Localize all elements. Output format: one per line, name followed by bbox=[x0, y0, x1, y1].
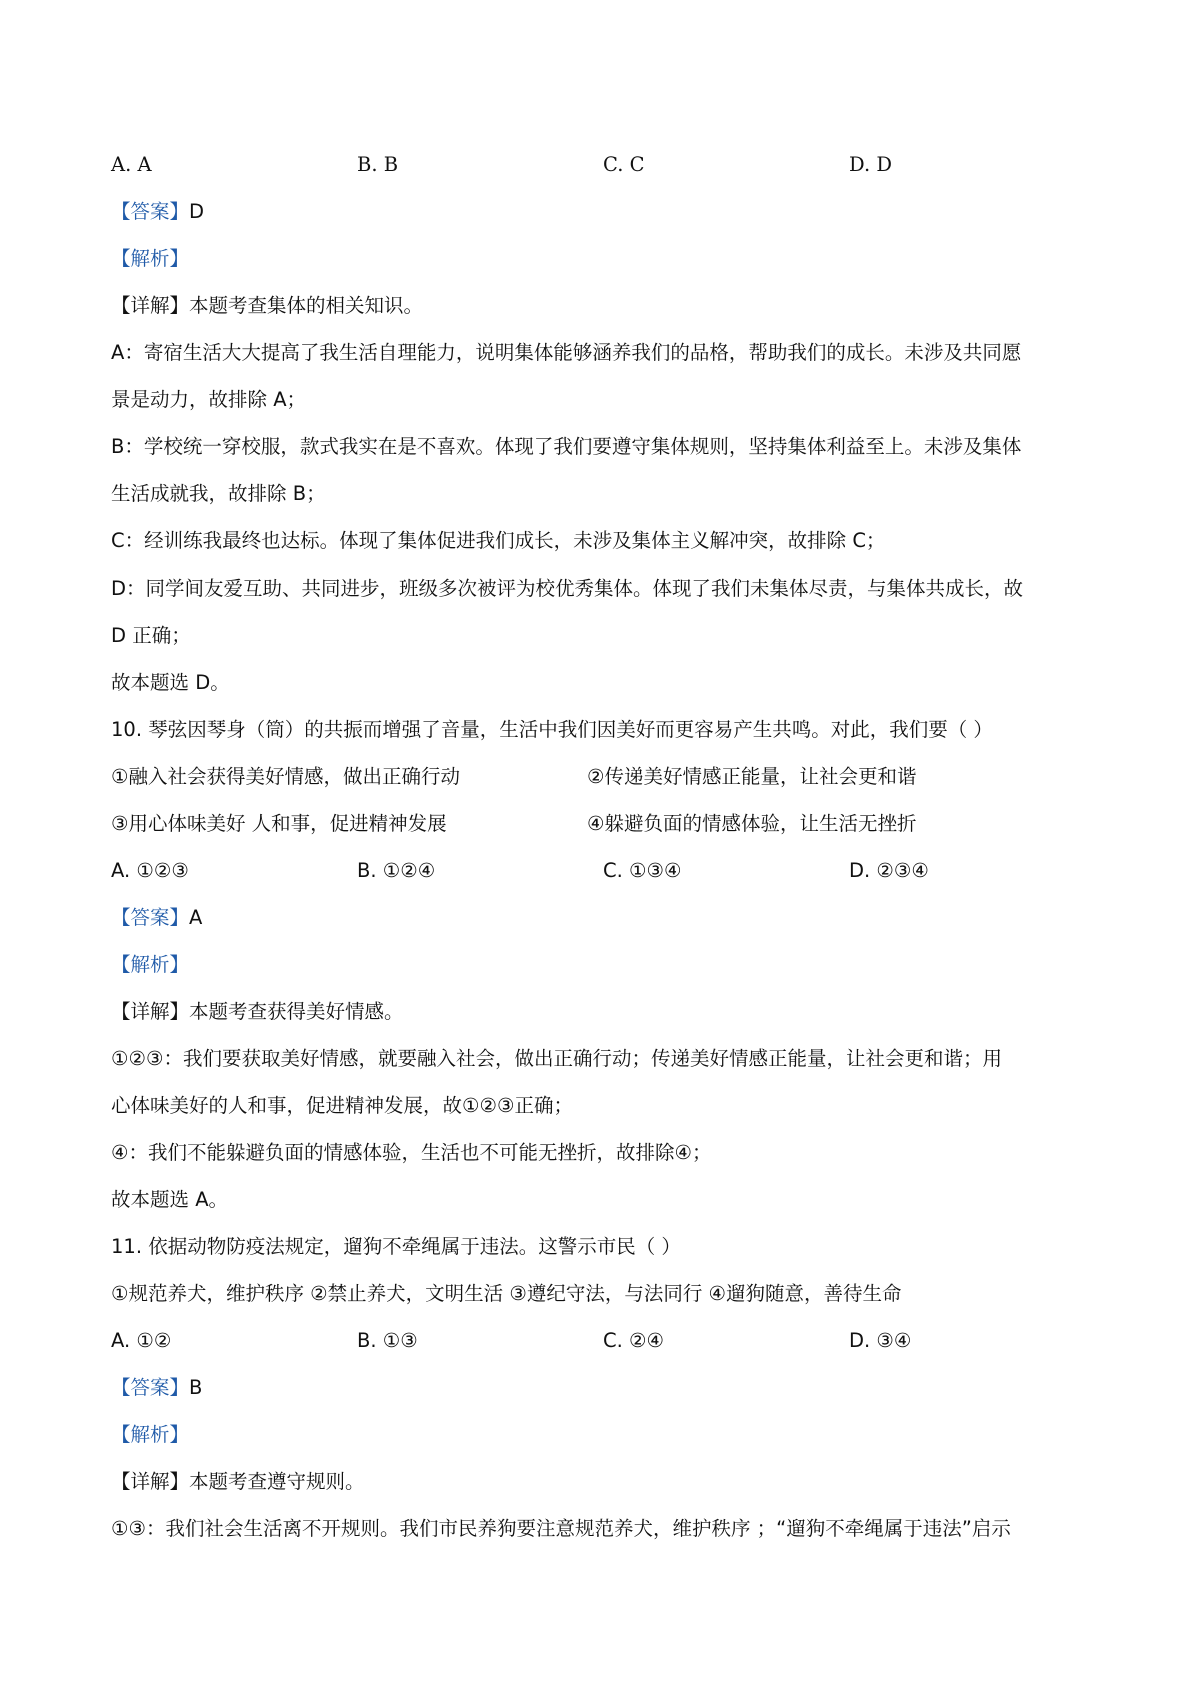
q10-explanation-line: ④：我们不能躲避负面的情感体验，生活也不可能无挫折，故排除④； bbox=[111, 1141, 712, 1164]
detail-intro: 本题考查获得美好情感。 bbox=[189, 1000, 404, 1023]
q9-conclusion: 故本题选 D。 bbox=[111, 671, 230, 694]
q10-explanation-line: 心体味美好的人和事，促进精神发展，故①②③正确； bbox=[111, 1094, 573, 1117]
q10-option-c: C. ①③④ bbox=[603, 859, 682, 882]
answer-value: D bbox=[189, 200, 205, 223]
q9-option-c: C. C bbox=[603, 153, 645, 176]
q9-explanation-line: B：学校统一穿校服，款式我实在是不喜欢。体现了我们要遵守集体规则，坚持集体利益至上。未涉及集体 bbox=[111, 435, 1022, 458]
q11-option-b: B. ①③ bbox=[357, 1329, 418, 1352]
q10-analysis-tag: 【解析】 bbox=[111, 953, 190, 976]
q9-explanation-line: C：经训练我最终也达标。体现了集体促进我们成长，未涉及集体主义解冲突，故排除 C； bbox=[111, 529, 886, 552]
q10-option-a: A. ①②③ bbox=[111, 859, 189, 882]
answer-tag: 【答案】 bbox=[111, 200, 190, 223]
q11-option-a: A. ①② bbox=[111, 1329, 172, 1352]
q10-choice-1: ①融入社会获得美好情感，做出正确行动 bbox=[111, 765, 460, 788]
q9-option-a: A. A bbox=[111, 153, 152, 176]
detail-intro: 本题考查集体的相关知识。 bbox=[189, 294, 424, 317]
q9-explanation-line: 景是动力，故排除 A； bbox=[111, 388, 307, 411]
q11-explanation-line: ①③：我们社会生活离不开规则。我们市民养狗要注意规范养犬，维护秩序 ；“遛狗不牵绳属于违法”启示 bbox=[111, 1517, 1011, 1540]
q9-explanation-line: D 正确； bbox=[111, 624, 191, 647]
q11-detail bbox=[111, 1469, 365, 1495]
detail-tag: 【详解】 bbox=[111, 1000, 190, 1023]
detail-tag: 【详解】 bbox=[111, 1470, 190, 1493]
answer-tag: 【答案】 bbox=[111, 1376, 190, 1399]
q11-analysis-tag: 【解析】 bbox=[111, 1423, 190, 1446]
q10-choice-3: ③用心体味美好 人和事，促进精神发展 bbox=[111, 812, 447, 835]
q11-answer bbox=[111, 1375, 202, 1401]
q10-detail bbox=[111, 999, 404, 1025]
q9-analysis-tag: 【解析】 bbox=[111, 247, 190, 270]
q9-option-b: B. B bbox=[357, 153, 399, 176]
q10-option-b: B. ①②④ bbox=[357, 859, 436, 882]
detail-intro: 本题考查遵守规则。 bbox=[189, 1470, 365, 1493]
detail-tag: 【详解】 bbox=[111, 294, 190, 317]
q11-option-d: D. ③④ bbox=[849, 1329, 912, 1352]
q10-choice-4: ④躲避负面的情感体验，让生活无挫折 bbox=[587, 812, 917, 835]
q9-answer bbox=[111, 199, 204, 225]
answer-value: A bbox=[189, 906, 203, 929]
q9-option-d: D. D bbox=[849, 153, 892, 176]
q11-option-c: C. ②④ bbox=[603, 1329, 664, 1352]
q11-stem: 11. 依据动物防疫法规定，遛狗不牵绳属于违法。这警示市民（ ） bbox=[111, 1235, 681, 1258]
q10-option-d: D. ②③④ bbox=[849, 859, 929, 882]
q11-choices: ①规范养犬，维护秩序 ②禁止养犬，文明生活 ③遵纪守法，与法同行 ④遛狗随意，善待生命 bbox=[111, 1282, 902, 1305]
q9-explanation-line: D：同学间友爱互助、共同进步，班级多次被评为校优秀集体。体现了我们未集体尽责，与集体共成长，故 bbox=[111, 577, 1024, 600]
q10-stem: 10. 琴弦因琴身（筒）的共振而增强了音量，生活中我们因美好而更容易产生共鸣。对此，我们要（ ） bbox=[111, 718, 993, 741]
q9-detail bbox=[111, 293, 423, 319]
q9-explanation-line: A：寄宿生活大大提高了我生活自理能力，说明集体能够涵养我们的品格，帮助我们的成长。未涉及共同愿 bbox=[111, 341, 1022, 364]
answer-value: B bbox=[189, 1376, 203, 1399]
q10-explanation-line: ①②③：我们要获取美好情感，就要融入社会，做出正确行动；传递美好情感正能量，让社会更和谐；用 bbox=[111, 1047, 1002, 1070]
q10-conclusion: 故本题选 A。 bbox=[111, 1188, 229, 1211]
q10-answer bbox=[111, 905, 202, 931]
q9-explanation-line: 生活成就我，故排除 B； bbox=[111, 482, 326, 505]
answer-tag: 【答案】 bbox=[111, 906, 190, 929]
q10-choice-2: ②传递美好情感正能量，让社会更和谐 bbox=[587, 765, 917, 788]
